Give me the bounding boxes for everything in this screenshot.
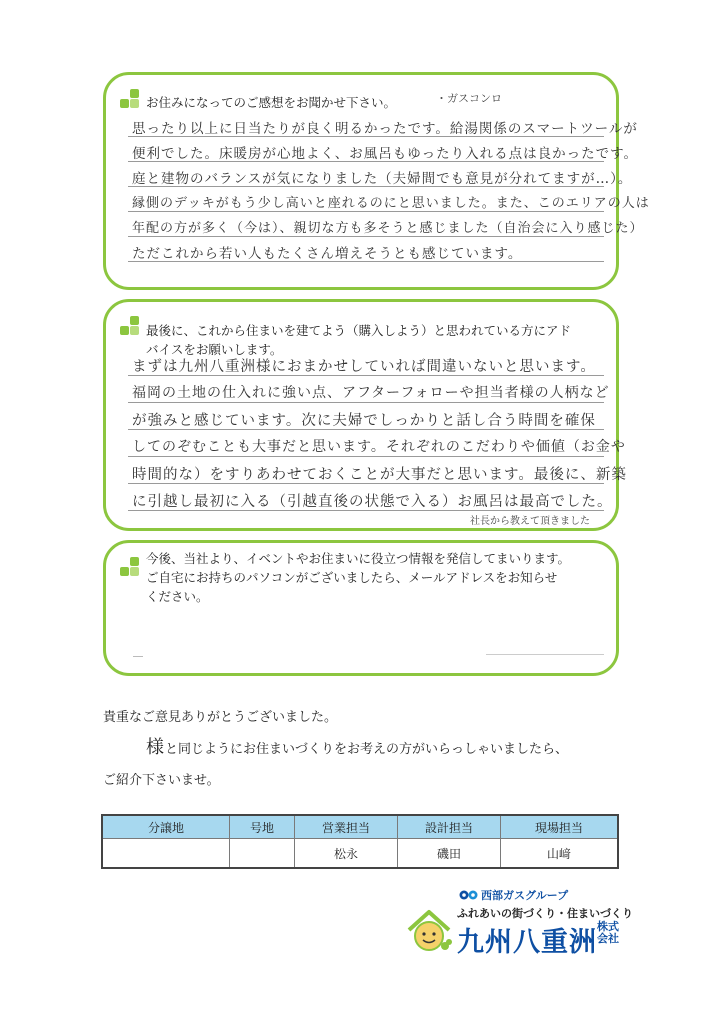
house-mascot-icon — [405, 908, 453, 954]
answer-line: まずは九州八重洲様におまかせしていれば間違いないと思います。 — [132, 359, 596, 375]
newsletter-question-line: ください。 — [146, 589, 209, 604]
answer-line: 縁側のデッキがもう少し高いと座れるのにと思いました。また、このエリアの人は — [132, 196, 650, 211]
answer-line: してのぞむことも大事だと思います。それぞれのこだわりや価値（お金や — [132, 439, 626, 455]
ruled-line — [128, 236, 604, 237]
newsletter-question-line: ご自宅にお持ちのパソコンがございましたら、メールアドレスをお知らせ — [146, 570, 558, 585]
answer-line: 時間的な）をすりあわせておくことが大事だと思います。最後に、新築 — [132, 467, 627, 483]
cell — [102, 839, 230, 869]
answer-line: に引越し最初に入る（引越直後の状態で入る）お風呂は最高でした。 — [132, 494, 613, 510]
tagline: ふれあいの街づくり・住まいづくり — [457, 907, 633, 920]
group-mark-icon — [459, 888, 479, 902]
ruled-line — [128, 211, 604, 212]
cell — [230, 839, 295, 869]
ruled-line — [128, 402, 604, 403]
company-suffix — [597, 921, 621, 945]
ruled-line — [128, 456, 604, 457]
referral-line: と同じようにお住まいづくりをお考えの方がいらっしゃいましたら、 — [165, 742, 569, 757]
impressions-question: お住みになってのご感想をお聞かせ下さい。 — [146, 95, 397, 110]
header-cell: 営業担当 — [295, 815, 398, 839]
answer-line: が強みと感じています。次に夫婦でしっかりと話し合う時間を確保 — [132, 413, 596, 429]
answer-line: 福岡の土地の仕入れに強い点、アフターフォローや担当者様の人柄など — [132, 385, 610, 401]
advice-question-line: 最後に、これから住まいを建てよう（購入しよう）と思われている方にアド — [146, 323, 572, 338]
staff-table-row — [102, 839, 618, 869]
header-cell: 号地 — [230, 815, 295, 839]
bullet-icon — [120, 89, 140, 109]
company-name: 九州八重洲 — [457, 927, 597, 958]
sama-label: 様 — [146, 737, 164, 758]
bullet-icon — [120, 557, 140, 577]
staff-table-header-row — [102, 815, 618, 839]
ruled-line — [486, 654, 604, 655]
answer-line: ただこれから若い人もたくさん増えそうとも感じています。 — [132, 246, 523, 262]
advice-question — [146, 321, 571, 359]
company-logo — [405, 888, 635, 958]
handwritten-annotation: ・ガスコンロ — [436, 92, 502, 105]
staff-table — [101, 814, 619, 869]
company-suffix-top: 株式 — [597, 920, 619, 933]
answer-line: 便利でした。床暖房が心地よく、お風呂もゆったり入れる点は良かったです。 — [132, 146, 639, 162]
cell: 松永 — [295, 839, 398, 869]
answer-line: 年配の方が多く（今は）、親切な方も多そうと感じました（自治会に入り感じた） — [132, 221, 644, 236]
answer-line: 庭と建物のバランスが気になりました（夫婦間でも意見が分れてますが…）。 — [132, 171, 633, 187]
header-cell: 分譲地 — [102, 815, 230, 839]
company-suffix-bottom: 会社 — [597, 932, 619, 945]
answer-line: 思ったり以上に日当たりが良く明るかったです。給湯関係のスマートツールが — [132, 121, 638, 137]
ruled-line — [133, 656, 143, 657]
newsletter-panel — [103, 540, 619, 676]
cell: 磯田 — [398, 839, 501, 869]
thanks-text: 貴重なご意見ありがとうございました。 — [103, 710, 338, 725]
referral-line: ご紹介下さいませ。 — [103, 773, 220, 788]
handwritten-note: 社長から教えて頂きました — [470, 516, 590, 527]
bullet-icon — [120, 316, 140, 336]
advice-question-line: バイスをお願いします。 — [146, 342, 283, 357]
cell: 山﨑 — [501, 839, 619, 869]
newsletter-question-line: 今後、当社より、イベントやお住まいに役立つ情報を発信してまいります。 — [146, 551, 571, 566]
newsletter-question — [146, 549, 570, 606]
group-name: 西部ガスグループ — [481, 889, 569, 902]
header-cell: 設計担当 — [398, 815, 501, 839]
header-cell: 現場担当 — [501, 815, 619, 839]
